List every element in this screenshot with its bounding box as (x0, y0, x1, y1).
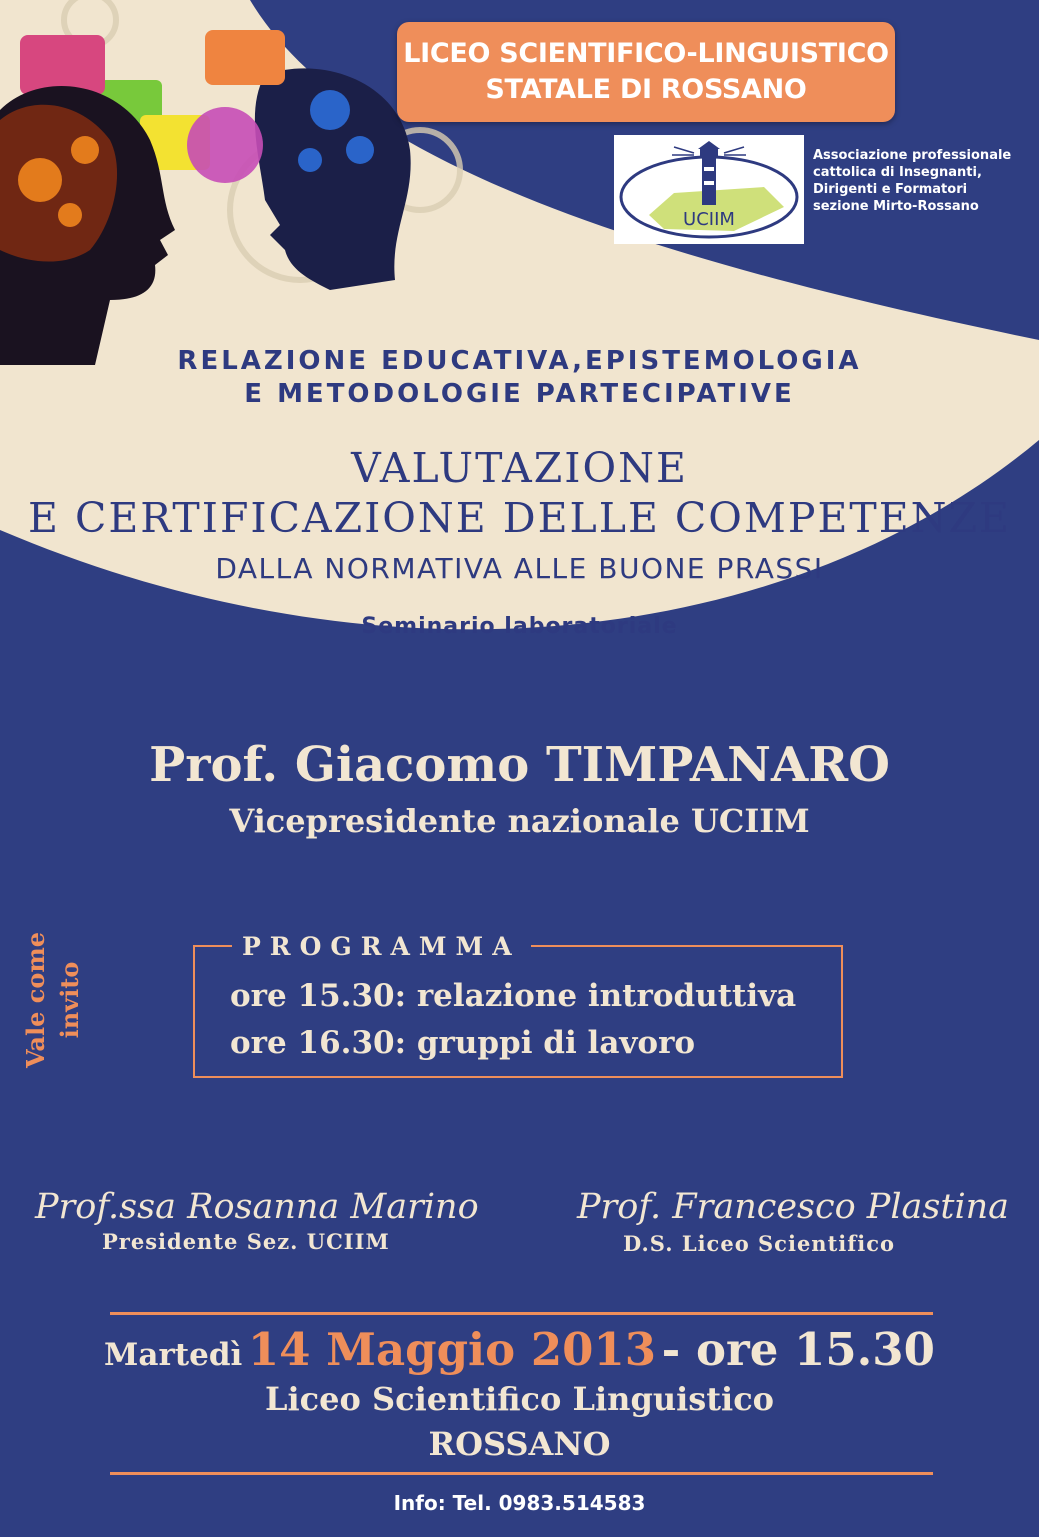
program-item: ore 15.30: relazione introduttiva (230, 978, 797, 1014)
heads-illustration (0, 0, 420, 370)
event-subtitle (0, 345, 1039, 411)
school-name-line-2: STATALE DI ROSSANO (485, 74, 807, 105)
association-line: cattolica di Insegnanti, (813, 165, 982, 180)
event-weekday: Martedì (104, 1337, 243, 1373)
association-line: Dirigenti e Formatori (813, 182, 968, 197)
venue-city: ROSSANO (428, 1425, 611, 1463)
association-line: Associazione professionale (813, 148, 1012, 163)
speaker-name: Prof. Giacomo TIMPANARO (149, 737, 890, 793)
event-time: - ore 15.30 (661, 1323, 935, 1376)
signature-plastina: Prof. Francesco Plastina (577, 1187, 1010, 1227)
signatory-role: D.S. Liceo Scientifico (623, 1231, 896, 1256)
school-name-line-1: LICEO SCIENTIFICO-LINGUISTICO (403, 38, 889, 69)
lighthouse-logo-icon (614, 135, 804, 244)
venue-name: Liceo Scientifico Linguistico (264, 1380, 775, 1418)
program-label: PROGRAMMA (232, 930, 531, 964)
signatory-role: Presidente Sez. UCIIM (102, 1229, 390, 1254)
logo-wordmark: UCIIM (683, 209, 735, 230)
uciim-logo (614, 135, 804, 244)
speaker-role: Vicepresidente nazionale UCIIM (229, 802, 810, 840)
event-title-line-1: VALUTAZIONE (351, 444, 688, 492)
program-item: ore 16.30: gruppi di lavoro (230, 1025, 696, 1061)
contact-info: Info: Tel. 0983.514583 (393, 1491, 646, 1515)
school-name-banner (397, 22, 895, 122)
association-description (813, 147, 1033, 215)
event-tagline: DALLA NORMATIVA ALLE BUONE PRASSI (215, 552, 824, 585)
divider (110, 1472, 933, 1475)
association-line: sezione Mirto-Rossano (813, 199, 979, 214)
event-subtitle-line-1: RELAZIONE EDUCATIVA,EPISTEMOLOGIA (177, 346, 862, 376)
event-title-line-2: E CERTIFICAZIONE DELLE COMPETENZE (28, 494, 1011, 542)
invitation-note: Vale come invito (21, 932, 84, 1068)
signature-marino: Prof.ssa Rosanna Marino (35, 1187, 479, 1227)
event-title (0, 443, 1039, 543)
event-day: 14 Maggio 2013 (247, 1323, 657, 1376)
event-subtitle-line-2: E METODOLOGIE PARTECIPATIVE (244, 379, 795, 409)
event-type: Seminario laboratoriale (361, 614, 678, 639)
divider (110, 1312, 933, 1315)
